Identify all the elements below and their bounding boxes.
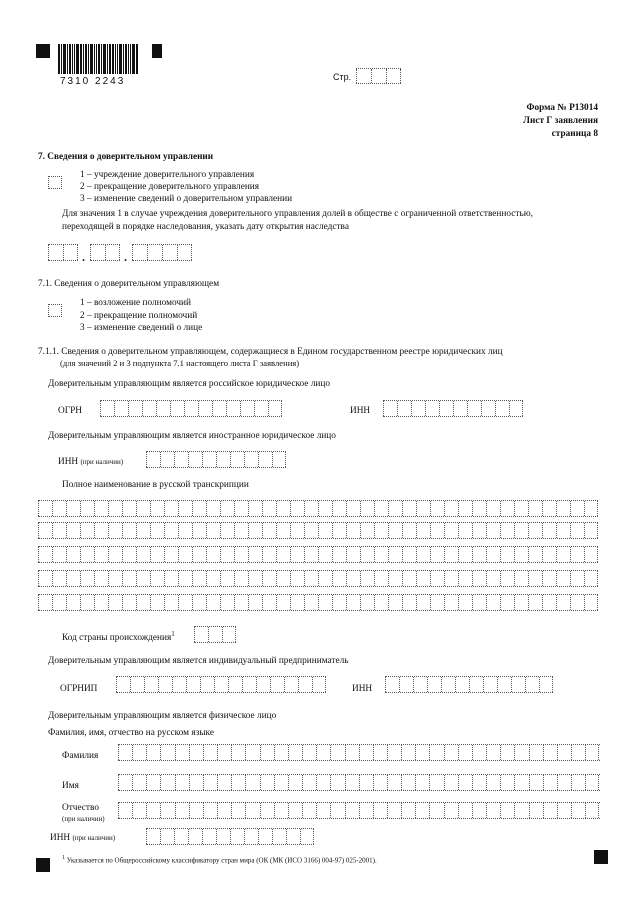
section7-option-1: 1 – учреждение доверительного управления xyxy=(80,170,255,180)
section711-title: 7.1.1. Сведения о доверительном управляющем, содержащиеся в Едином государственном реестре юридических лиц xyxy=(38,347,503,357)
full-name-row[interactable] xyxy=(38,570,598,587)
inn-label: ИНН xyxy=(350,406,371,416)
ogrnip-input[interactable] xyxy=(116,676,326,693)
section7-option-2: 2 – прекращение доверительного управления xyxy=(80,182,260,192)
section71-option-3: 3 – изменение сведений о лице xyxy=(80,323,203,333)
barcode xyxy=(58,44,139,74)
surname-label: Фамилия xyxy=(62,751,99,761)
page-label: Стр. xyxy=(333,72,352,82)
section7-checkbox[interactable] xyxy=(48,176,62,189)
name-label: Имя xyxy=(62,781,79,791)
page-number-cells[interactable] xyxy=(356,68,401,84)
section7-note-1: Для значения 1 в случае учреждения доверительного управления долей в обществе с ограниченной ответственностью, xyxy=(62,209,533,219)
footnote-text: Указывается по Общероссийскому классификатору стран мира (ОК (МК (ИСО 3166) 004-97) 025-2001). xyxy=(66,856,377,865)
footnote xyxy=(62,855,377,864)
full-name-row[interactable] xyxy=(38,500,598,517)
inn2-input[interactable] xyxy=(385,676,553,693)
full-name-row[interactable] xyxy=(38,522,598,539)
patronymic-input[interactable] xyxy=(118,802,600,819)
inn3-note: (при наличии) xyxy=(72,834,116,842)
country-code-text: Код страны происхождения xyxy=(62,633,172,644)
date-separator: . xyxy=(82,250,85,264)
full-name-row[interactable] xyxy=(38,546,598,563)
full-name-row[interactable] xyxy=(38,594,598,611)
form-title: Форма № Р13014 xyxy=(526,103,598,113)
country-code-label xyxy=(62,630,175,644)
ogrnip-label: ОГРНИП xyxy=(60,684,98,694)
inn3-main: ИНН xyxy=(50,833,71,843)
marker-bottom-left xyxy=(36,858,50,872)
section7-option-3: 3 – изменение сведений о доверительном управлении xyxy=(80,194,293,204)
inn-foreign-label xyxy=(58,457,123,468)
section71-option-1: 1 – возложение полномочий xyxy=(80,298,191,308)
section711-subtitle: (для значений 2 и 3 подпункта 7.1 настоящего листа Г заявления) xyxy=(60,358,300,368)
page-label-right: страница 8 xyxy=(551,129,598,139)
section7-title: 7. Сведения о доверительном управлении xyxy=(38,152,214,162)
inn-input[interactable] xyxy=(383,400,523,417)
marker-top-left xyxy=(36,44,50,58)
section71-checkbox[interactable] xyxy=(48,304,62,317)
section7-note-2: переходящей в порядке наследования, указать дату открытия наследства xyxy=(62,222,349,232)
inn-foreign-main: ИНН xyxy=(58,457,79,467)
marker-bottom-right xyxy=(594,850,608,864)
inn3-input[interactable] xyxy=(146,828,314,845)
section71-option-2: 2 – прекращение полномочий xyxy=(80,311,198,321)
russian-legal-label: Доверительным управляющим является российское юридическое лицо xyxy=(48,379,330,389)
surname-input[interactable] xyxy=(118,744,600,761)
date-month[interactable] xyxy=(90,244,120,261)
date-day[interactable] xyxy=(48,244,78,261)
name-input[interactable] xyxy=(118,774,600,791)
full-name-label: Полное наименование в русской транскрипции xyxy=(62,480,249,490)
fio-label: Фамилия, имя, отчество на русском языке xyxy=(48,728,214,738)
foreign-legal-label: Доверительным управляющим является иностранное юридическое лицо xyxy=(48,431,336,441)
ogrn-input[interactable] xyxy=(100,400,282,417)
inn2-label: ИНН xyxy=(352,684,373,694)
individual-label: Доверительным управляющим является физическое лицо xyxy=(48,711,277,721)
inn3-label xyxy=(50,833,115,844)
footnote-sup: 1 xyxy=(62,855,65,861)
entrepreneur-label: Доверительным управляющим является индивидуальный предприниматель xyxy=(48,656,349,666)
ogrn-label: ОГРН xyxy=(58,406,82,416)
marker-top-right xyxy=(152,44,162,58)
inn-foreign-input[interactable] xyxy=(146,451,286,468)
barcode-number: 7310 2243 xyxy=(60,76,126,87)
section71-title: 7.1. Сведения о доверительном управляющем xyxy=(38,279,220,289)
country-code-sup: 1 xyxy=(171,630,175,638)
country-code-input[interactable] xyxy=(194,626,236,643)
date-separator: . xyxy=(124,250,127,264)
sheet-label: Лист Г заявления xyxy=(523,116,598,126)
inn-foreign-note: (при наличии) xyxy=(80,458,124,466)
date-year[interactable] xyxy=(132,244,192,261)
patronymic-label: Отчество xyxy=(62,803,99,813)
patronymic-note: (при наличии) xyxy=(62,815,105,823)
